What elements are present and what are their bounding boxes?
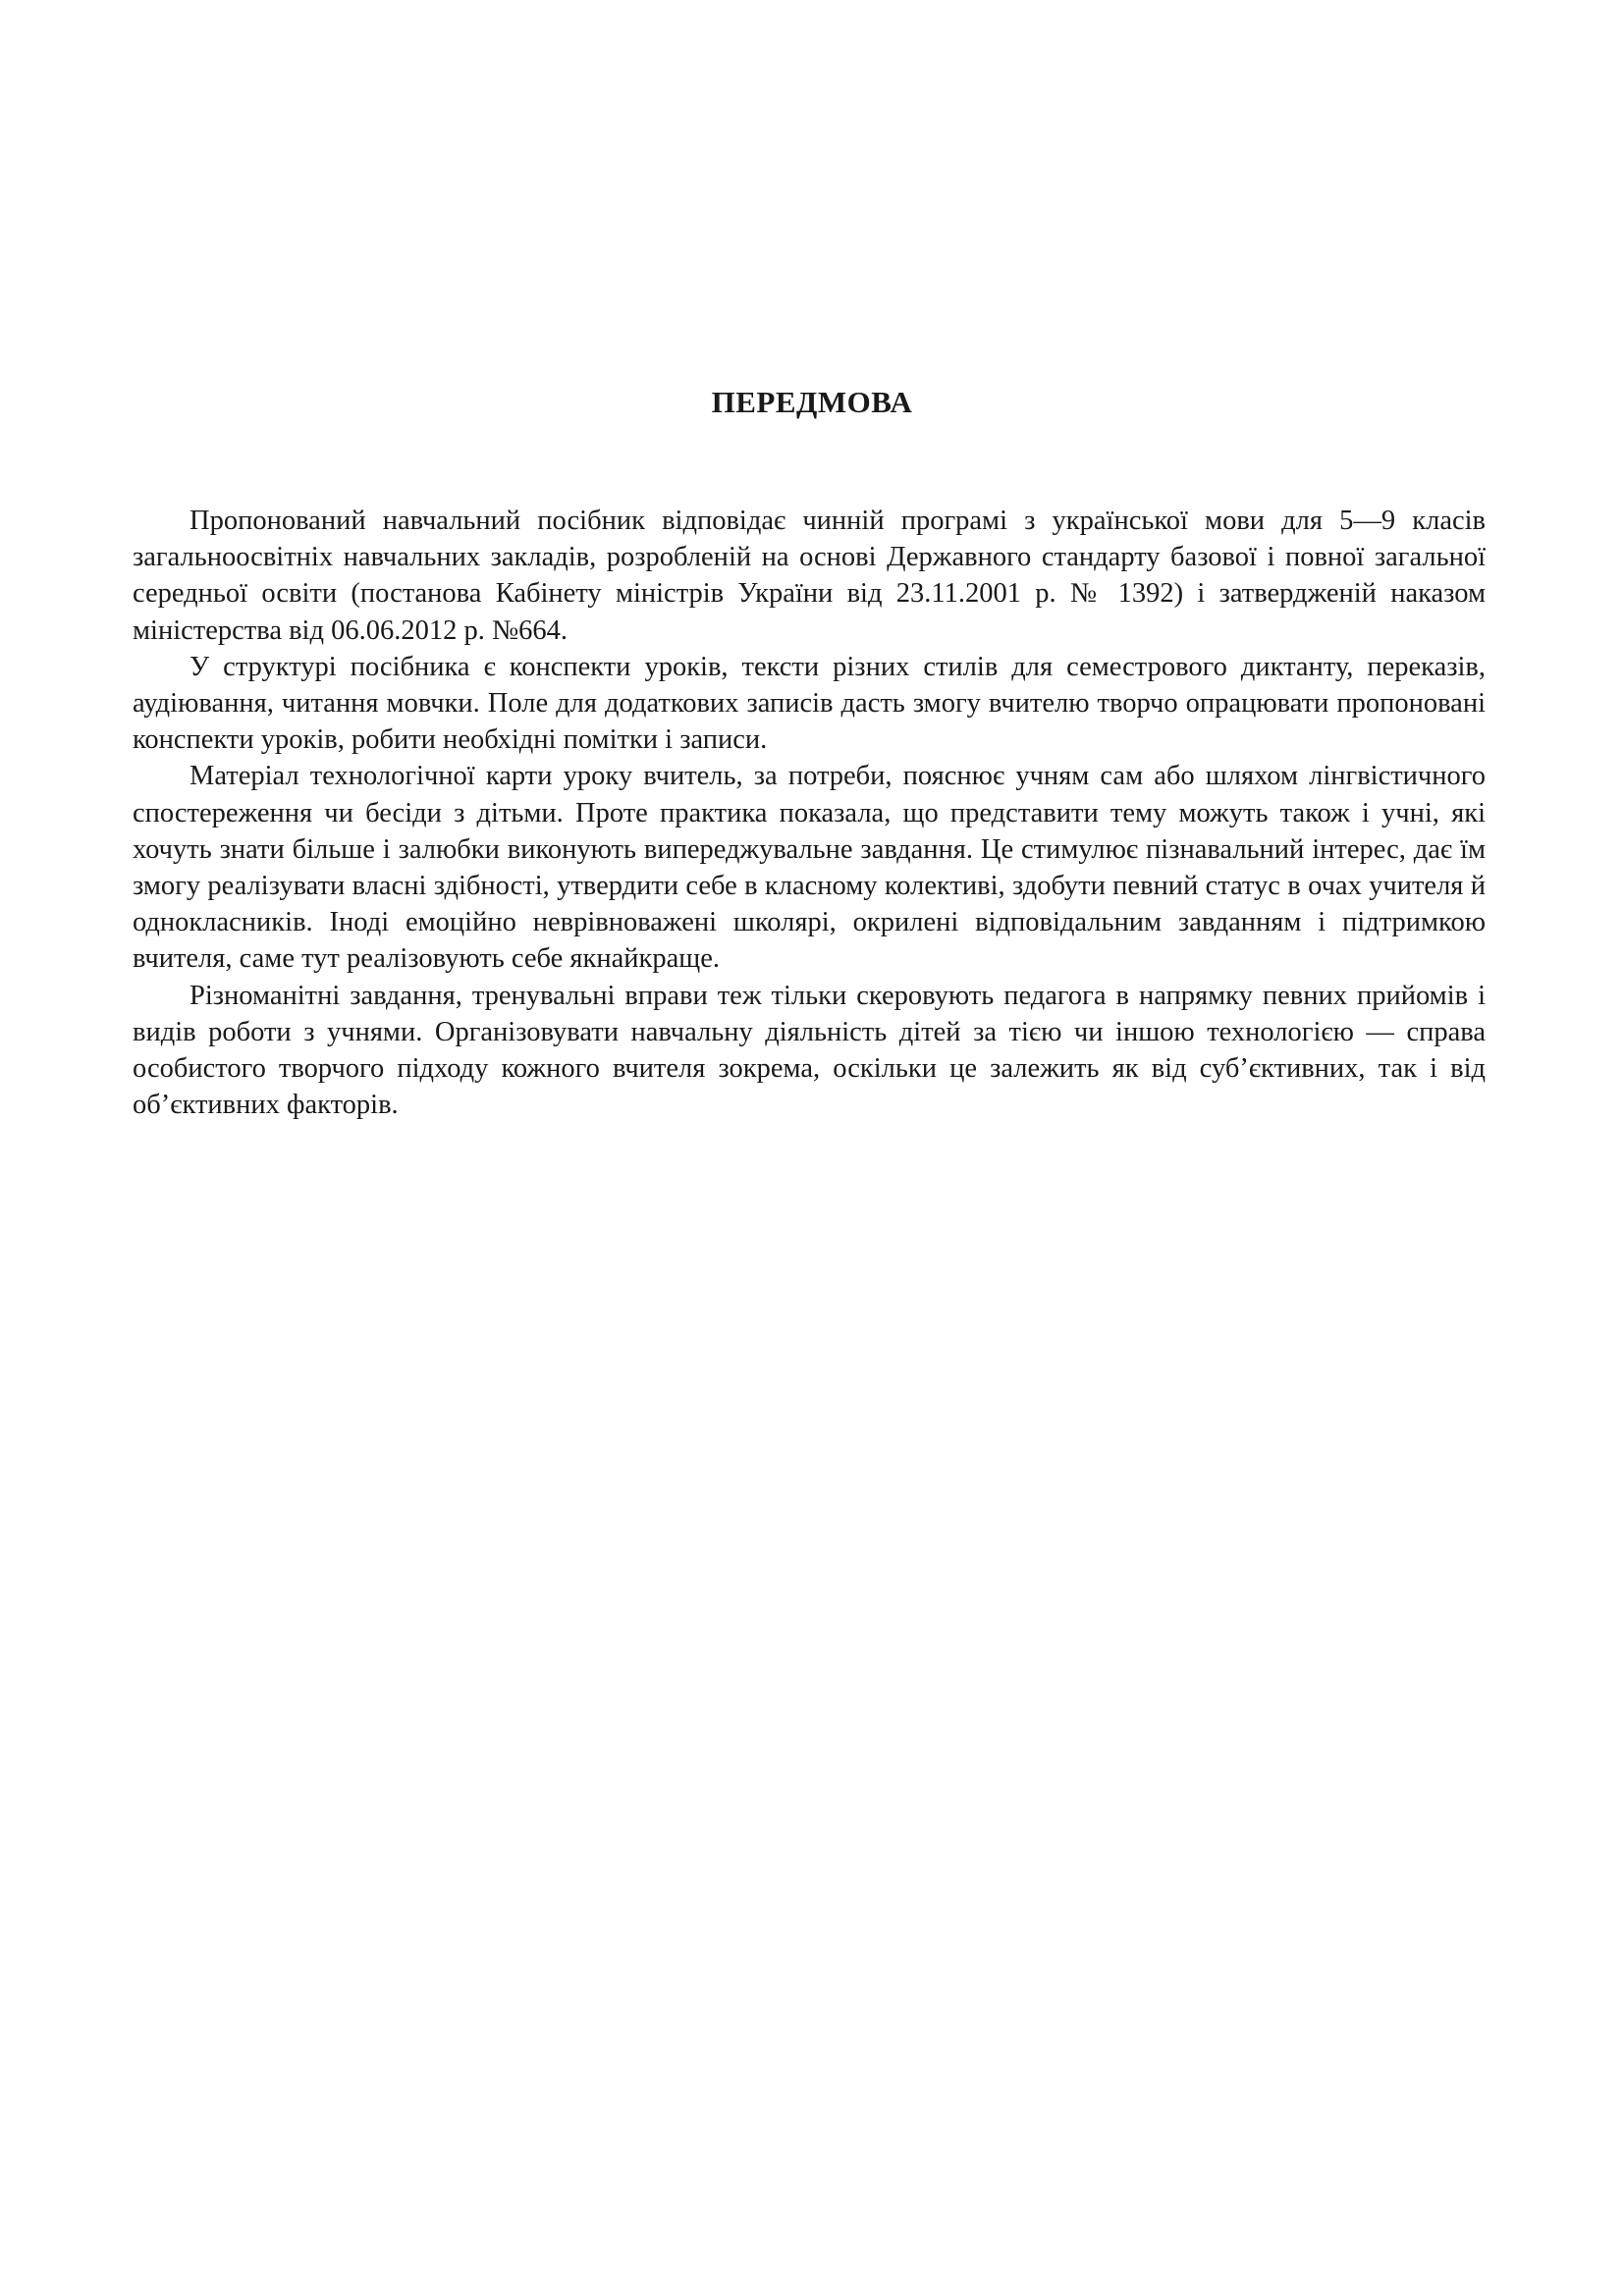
paragraph-2: У структурі посібника є конспекти уроків, тексти різних стилів для семестрового диктанту, переказів, аудіювання, читання мовчки. Поле для додаткових записів дасть змогу вчителю творчо опрацювати пропоновані конспекти уроків, робити необхідні помітки і записи. (133, 651, 1486, 756)
page-title: ПЕРЕДМОВА (711, 385, 913, 419)
paragraph-4: Різноманітні завдання, тренувальні вправи теж тільки скеровують педагога в напрямку певних прийомів і видів роботи з учнями. Організовувати навчальну діяльність дітей за тією чи іншою технологією — справа особистого творчого підходу кожного вчителя зокрема, оскільки це залежить як від суб’єктивних, так і від об’єктивних факторів. (133, 980, 1486, 1121)
preface-body (133, 503, 1486, 1123)
paragraph-1: Пропонований навчальний посібник відповідає чинній програмі з української мови для 5—9 класів загальноосвітніх навчальних закладів, розробленій на основі Державного стандарту базової і повної загальної середньої освіти (постанова Кабінету міністрів України від 23.11.2001 р. № 1392) і затвердженій наказом міністерства від 06.06.2012 р. №664. (133, 506, 1486, 646)
paragraph-3: Матеріал технологічної карти уроку вчитель, за потреби, пояснює учням сам або шляхом лінгвістичного спостереження чи бесіди з дітьми. Проте практика показала, що представити тему можуть також і учні, які хочуть знати більше і залюбки виконують випереджувальне завдання. Це стимулює пізнавальний інтерес, дає їм змогу реалізувати власні здібності, утвердити себе в класному колективі, здобути певний статус в очах учителя й однокласників. Іноді емоційно неврівноважені школярі, окрилені відповідальним завданням і підтримкою вчителя, саме тут реалізовують себе якнайкраще. (133, 761, 1486, 975)
